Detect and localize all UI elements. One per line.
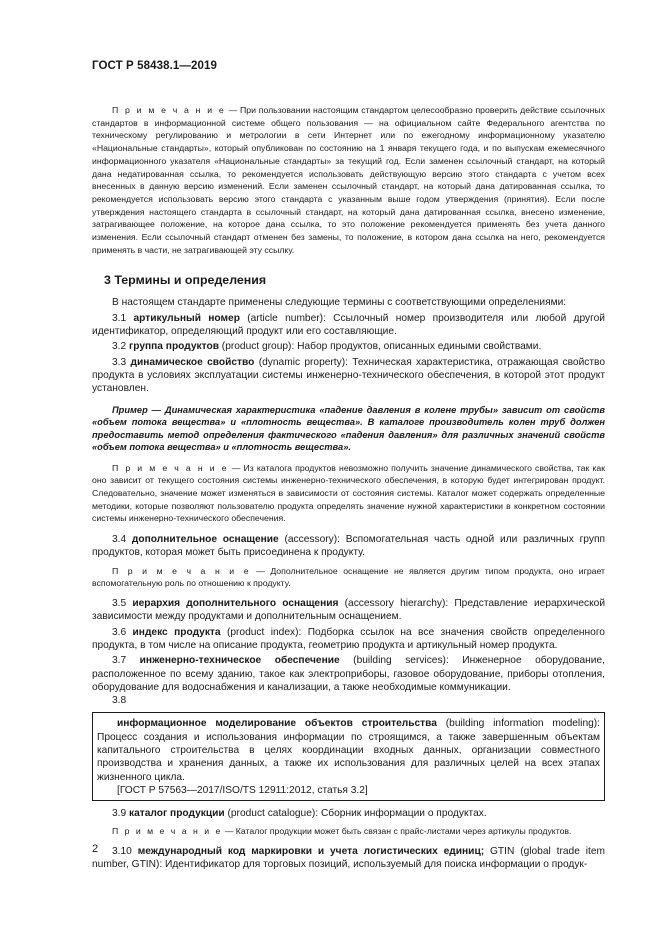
note-label: П р и м е ч а н и е [112, 462, 229, 473]
term-definition: (product index): Подборка ссылок на все значения свойств определенного продукта, в том числе на описание продукта, геометрию продукта и артикульный номер продукта. [92, 626, 605, 651]
example-3-3: Пример — Динамическая характеристика «падение давления в колене трубы» зависит от свойств «объем потока вещества» и «плотность вещества». В каталоге производитель колен труб должен предоставить метод определения фактического «падения давления» для различных значений свойств «объем потока вещества» и «плотность вещества». [92, 404, 605, 453]
term-number: 3.5 [112, 598, 133, 610]
term-number: 3.6 [112, 626, 133, 638]
term-3-8-number: 3.8 [112, 695, 127, 707]
term-3-8 [97, 717, 600, 783]
term-number: 3.3 [112, 356, 131, 368]
term-name: инженерно-техническое обеспечение [139, 655, 340, 667]
section-intro: В настоящем стандарте применены следующие термины с соответствующими определениями: [112, 297, 567, 309]
term-3-6 [92, 626, 605, 653]
term-definition: (accessory hierarchy): Представление иерархической зависимости между продуктами и дополнительным оснащением. [92, 598, 606, 623]
term-name: артикульный номер [133, 312, 240, 324]
term-definition: (product group): Набор продуктов, описанных едиными свойствами. [218, 341, 542, 353]
term-3-3 [92, 356, 605, 396]
term-definition: (product catalogue): Сборник информации о продуктах. [224, 808, 487, 820]
term-name: индекс продукта [132, 626, 221, 638]
term-3-8-box [92, 712, 605, 801]
note-label: П р и м е ч а н и е [112, 105, 226, 115]
term-name: иерархия дополнительного оснащения [132, 598, 339, 610]
term-number: 3.10 [112, 846, 138, 858]
term-number: 3.1 [112, 312, 134, 324]
note-label: П р и м е ч а н и е [112, 565, 251, 576]
term-3-2 [92, 340, 605, 353]
term-3-4 [92, 533, 605, 560]
term-name: группа продуктов [129, 341, 219, 353]
term-3-10 [92, 845, 605, 872]
term-definition: (dynamic property): Техническая характеристика, отражающая свойство продукта в условиях эксплуатации системы инженерно-технического обеспечения, в которой этот продукт установлен. [92, 356, 605, 395]
section-title: 3 Термины и определения [104, 273, 267, 288]
term-3-1 [92, 312, 605, 339]
note-text: — Из каталога продуктов невозможно получить значение динамического свойства, так как оно зависит от текущего состояния системы инженерно-технического обеспечения, в которую будет интегрирован продукт. Следовательно, значение может изменяться в зависимости от состояния системы. Каталог может содержать определенные методики, которые позволяют пользователю продукта определять значение нужной характеристики в конкретном состоянии системы инженерно-технического обеспечения. [92, 462, 606, 524]
term-name: каталог продукции [129, 808, 225, 820]
note-text: — Каталог продукции может быть связан с прайс-листами через артикулы продуктов. [222, 826, 572, 837]
term-definition: (accessory): Вспомогательная часть одной или различных групп продуктов, которая может быть присоединена к продукту. [92, 534, 605, 559]
page-number: 2 [92, 843, 99, 855]
term-number: 3.7 [112, 655, 140, 667]
note-3-9 [92, 825, 605, 838]
note-label: П р и м е ч а н и е [112, 826, 223, 837]
note-text: — При пользовании настоящим стандартом целесообразно проверить действие ссылочных стандартов в информационной системе общего пользования — на официальном сайте Федерального агентства по техническому регулированию и метрологии в сети Интернет или по ежегодному информационному указателю «Национальные стандарты», который опубликован по состоянию на 1 января текущего года, и по выпускам ежемесячного информационного указателя «Национальные стандарты» за текущий год. Если заменен ссылочный стандарт, на который дана недатированная ссылка, то рекомендуется использовать действующую версию этого стандарта с учетом всех внесенных в данную версию изменений. Если заменен ссылочный стандарт, на который дана датированная ссылка, то рекомендуется использовать версию этого стандарта с указанным выше годом утверждения (принятия). Если после утверждения настоящего стандарта в ссылочный стандарт, на который дана датированная ссылка, внесено изменение, затрагивающее положение, на которое дана ссылка, то это положение рекомендуется применять без учета данного изменения. Если ссылочный стандарт отменен без замены, то положение, в котором дана ссылка на него, рекомендуется применять в части, не затрагивающей эту ссылку. [92, 105, 605, 255]
term-number: 3.2 [112, 341, 129, 353]
term-number: 3.9 [112, 808, 129, 820]
term-definition: (building services): Инженерное оборудование, расположенное по всему зданию, такое как электроприборы, газовое оборудование, приборы отопления, оборудование для водоснабжения и канализации, а также необходимые коммуникации. [92, 655, 605, 693]
note-top [92, 104, 605, 256]
term-name: информационное моделирование объектов строительства [117, 718, 437, 730]
term-name: дополнительное оснащение [131, 534, 279, 546]
term-definition: (article number): Ссылочный номер производителя или любой другой идентификатор, определяющий продукт или его составляющие. [92, 312, 605, 338]
term-3-5 [92, 597, 605, 624]
note-3-3 [92, 462, 605, 526]
note-text: — Дополнительное оснащение не является другим типом продукта, оно играет вспомогательную роль по отношению к продукту. [92, 565, 606, 589]
term-number: 3.4 [112, 534, 132, 546]
term-definition: (building information modeling): Процесс создания и использования информации по строящимся, а также завершенным объектам капитального строительства в целях координации входных данных, организации совместного производства и хранения данных, а также их использования для различных целей на всех этапах жизненного цикла. [97, 718, 600, 783]
page-content [92, 104, 605, 872]
document-header: ГОСТ Р 58438.1—2019 [92, 60, 217, 72]
term-source: [ГОСТ Р 57563—2017/ISO/TS 12911:2012, статья 3.2] [117, 784, 368, 796]
term-3-9 [92, 807, 605, 820]
term-name: динамическое свойство [130, 356, 255, 368]
term-name: международный код маркировки и учета логистических единиц; [137, 846, 485, 858]
note-3-4 [92, 565, 605, 590]
term-3-7 [92, 654, 605, 694]
term-definition: GTIN (global trade item number, GTIN): Идентификатор для торговых позиций, используемый для поиска информации о продук- [92, 846, 605, 871]
